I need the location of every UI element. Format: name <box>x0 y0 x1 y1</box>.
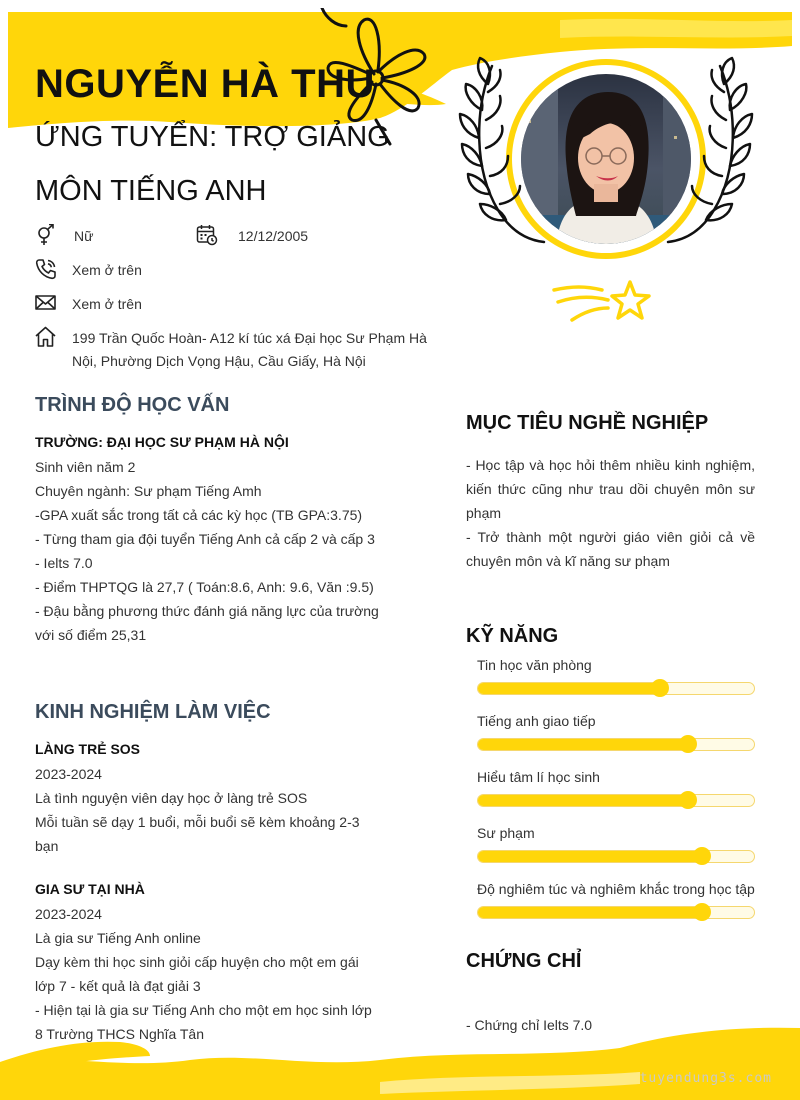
home-icon <box>35 326 57 348</box>
job-line: 8 Trường THCS Nghĩa Tân <box>35 1026 204 1042</box>
objective-paragraph: - Học tập và học hỏi thêm nhiều kinh nghiệm, kiến thức cũng như trau dồi chuyên môn sư phạm <box>466 457 755 521</box>
phone-value: Xem ở trên <box>72 262 142 278</box>
skill-bar-fill <box>478 851 702 862</box>
job-title <box>35 110 395 218</box>
job-line: Là gia sư Tiếng Anh online <box>35 930 201 946</box>
objective-section <box>466 453 755 573</box>
birthday-value: 12/12/2005 <box>238 228 309 244</box>
skill-label: Tiếng anh giao tiếp <box>477 713 596 729</box>
job-title-line1: ỨNG TUYỂN: TRỢ GIẢNG <box>35 121 390 153</box>
phone-row <box>35 258 142 282</box>
job-line: lớp 7 - kết quả là đạt giải 3 <box>35 978 201 994</box>
job-period: 2023-2024 <box>35 766 102 782</box>
certificate-item: - Chứng chỉ Ielts 7.0 <box>466 1017 593 1033</box>
birthday-row <box>196 224 308 248</box>
skill-item <box>477 713 755 769</box>
skill-bar-fill <box>478 683 660 694</box>
education-lines <box>35 455 380 647</box>
experience-job-1 <box>35 741 380 858</box>
education-line: - Điểm THPTQG là 27,7 ( Toán:8.6, Anh: 9.6, Văn :9.5) <box>35 579 374 595</box>
certificates-title: CHỨNG CHỈ <box>466 950 582 972</box>
address-line2: Nội, Phường Dịch Vọng Hậu, Cầu Giấy, Hà Nội <box>72 353 366 369</box>
education-line: - Từng tham gia đội tuyển Tiếng Anh cả cấp 2 và cấp 3 <box>35 531 375 547</box>
skills-title: KỸ NĂNG <box>466 625 559 647</box>
skill-item <box>477 769 755 825</box>
job-org: LÀNG TRẺ SOS <box>35 741 141 757</box>
education-line: - Đậu bằng phương thức đánh giá năng lực của trường <box>35 603 379 619</box>
school-name: TRƯỜNG: ĐẠI HỌC SƯ PHẠM HÀ NỘI <box>35 434 289 450</box>
skill-bar-knob <box>693 903 711 921</box>
job-org: GIA SƯ TẠI NHÀ <box>35 881 145 897</box>
candidate-name: NGUYỄN HÀ THU <box>35 62 375 106</box>
skill-bar-knob <box>679 791 697 809</box>
mail-icon <box>35 292 57 314</box>
phone-icon <box>35 258 57 280</box>
education-title: TRÌNH ĐỘ HỌC VẤN <box>35 394 230 416</box>
skill-bar-knob <box>693 847 711 865</box>
education-line: - Ielts 7.0 <box>35 555 93 571</box>
skill-bar <box>477 682 755 695</box>
objective-title: MỤC TIÊU NGHỀ NGHIỆP <box>466 412 709 434</box>
experience-title: KINH NGHIỆM LÀM VIỆC <box>35 701 271 723</box>
skill-bar <box>477 738 755 751</box>
email-value: Xem ở trên <box>72 296 142 312</box>
gender-value: Nữ <box>74 228 94 244</box>
skill-label: Tin học văn phòng <box>477 657 592 673</box>
skill-bar <box>477 850 755 863</box>
skill-item <box>477 825 755 881</box>
skill-bar <box>477 794 755 807</box>
education-section <box>35 434 380 647</box>
address-line1: 199 Trần Quốc Hoàn- A12 kí túc xá Đại học Sư Phạm Hà <box>72 330 427 346</box>
job-period: 2023-2024 <box>35 906 102 922</box>
star-doodle-icon <box>552 276 656 328</box>
job-line: Mỗi tuần sẽ dạy 1 buổi, mỗi buổi sẽ kèm khoảng 2-3 <box>35 814 360 830</box>
skill-item <box>477 881 755 937</box>
address-row <box>35 326 427 373</box>
job-line: bạn <box>35 838 59 854</box>
skill-bar-knob <box>651 679 669 697</box>
job-line: Dạy kèm thi học sinh giỏi cấp huyện cho một em gái <box>35 954 359 970</box>
skill-label: Hiểu tâm lí học sinh <box>477 769 600 785</box>
education-line: với số điểm 25,31 <box>35 627 147 643</box>
experience-job-2 <box>35 881 380 1046</box>
skill-item <box>477 657 755 713</box>
job-line: Là tình nguyện viên dạy học ở làng trẻ SOS <box>35 790 308 806</box>
job-title-line2: MÔN TIẾNG ANH <box>35 175 267 207</box>
calendar-icon <box>196 224 218 246</box>
education-line: -GPA xuất sắc trong tất cả các kỳ học (TB GPA:3.75) <box>35 507 363 523</box>
job-line: - Hiện tại là gia sư Tiếng Anh cho một em học sinh lớp <box>35 1002 372 1018</box>
address-value <box>72 327 427 373</box>
education-line: Sinh viên năm 2 <box>35 459 136 475</box>
gender-row <box>35 224 93 248</box>
skill-bar-knob <box>679 735 697 753</box>
education-line: Chuyên ngành: Sư phạm Tiếng Amh <box>35 483 262 499</box>
objective-paragraph: - Trở thành một người giáo viên giỏi cả về chuyên môn và kĩ năng sư phạm <box>466 529 755 569</box>
skill-label: Sư phạm <box>477 825 535 841</box>
skill-bar-fill <box>478 907 702 918</box>
skill-bar <box>477 906 755 919</box>
skills-list <box>477 657 755 937</box>
skill-bar-fill <box>478 795 688 806</box>
watermark: tuyendung3s.com <box>639 1071 772 1086</box>
skill-bar-fill <box>478 739 688 750</box>
email-row <box>35 292 142 316</box>
skill-label: Độ nghiêm túc và nghiêm khắc trong học tập <box>477 881 755 897</box>
gender-icon <box>35 224 57 246</box>
